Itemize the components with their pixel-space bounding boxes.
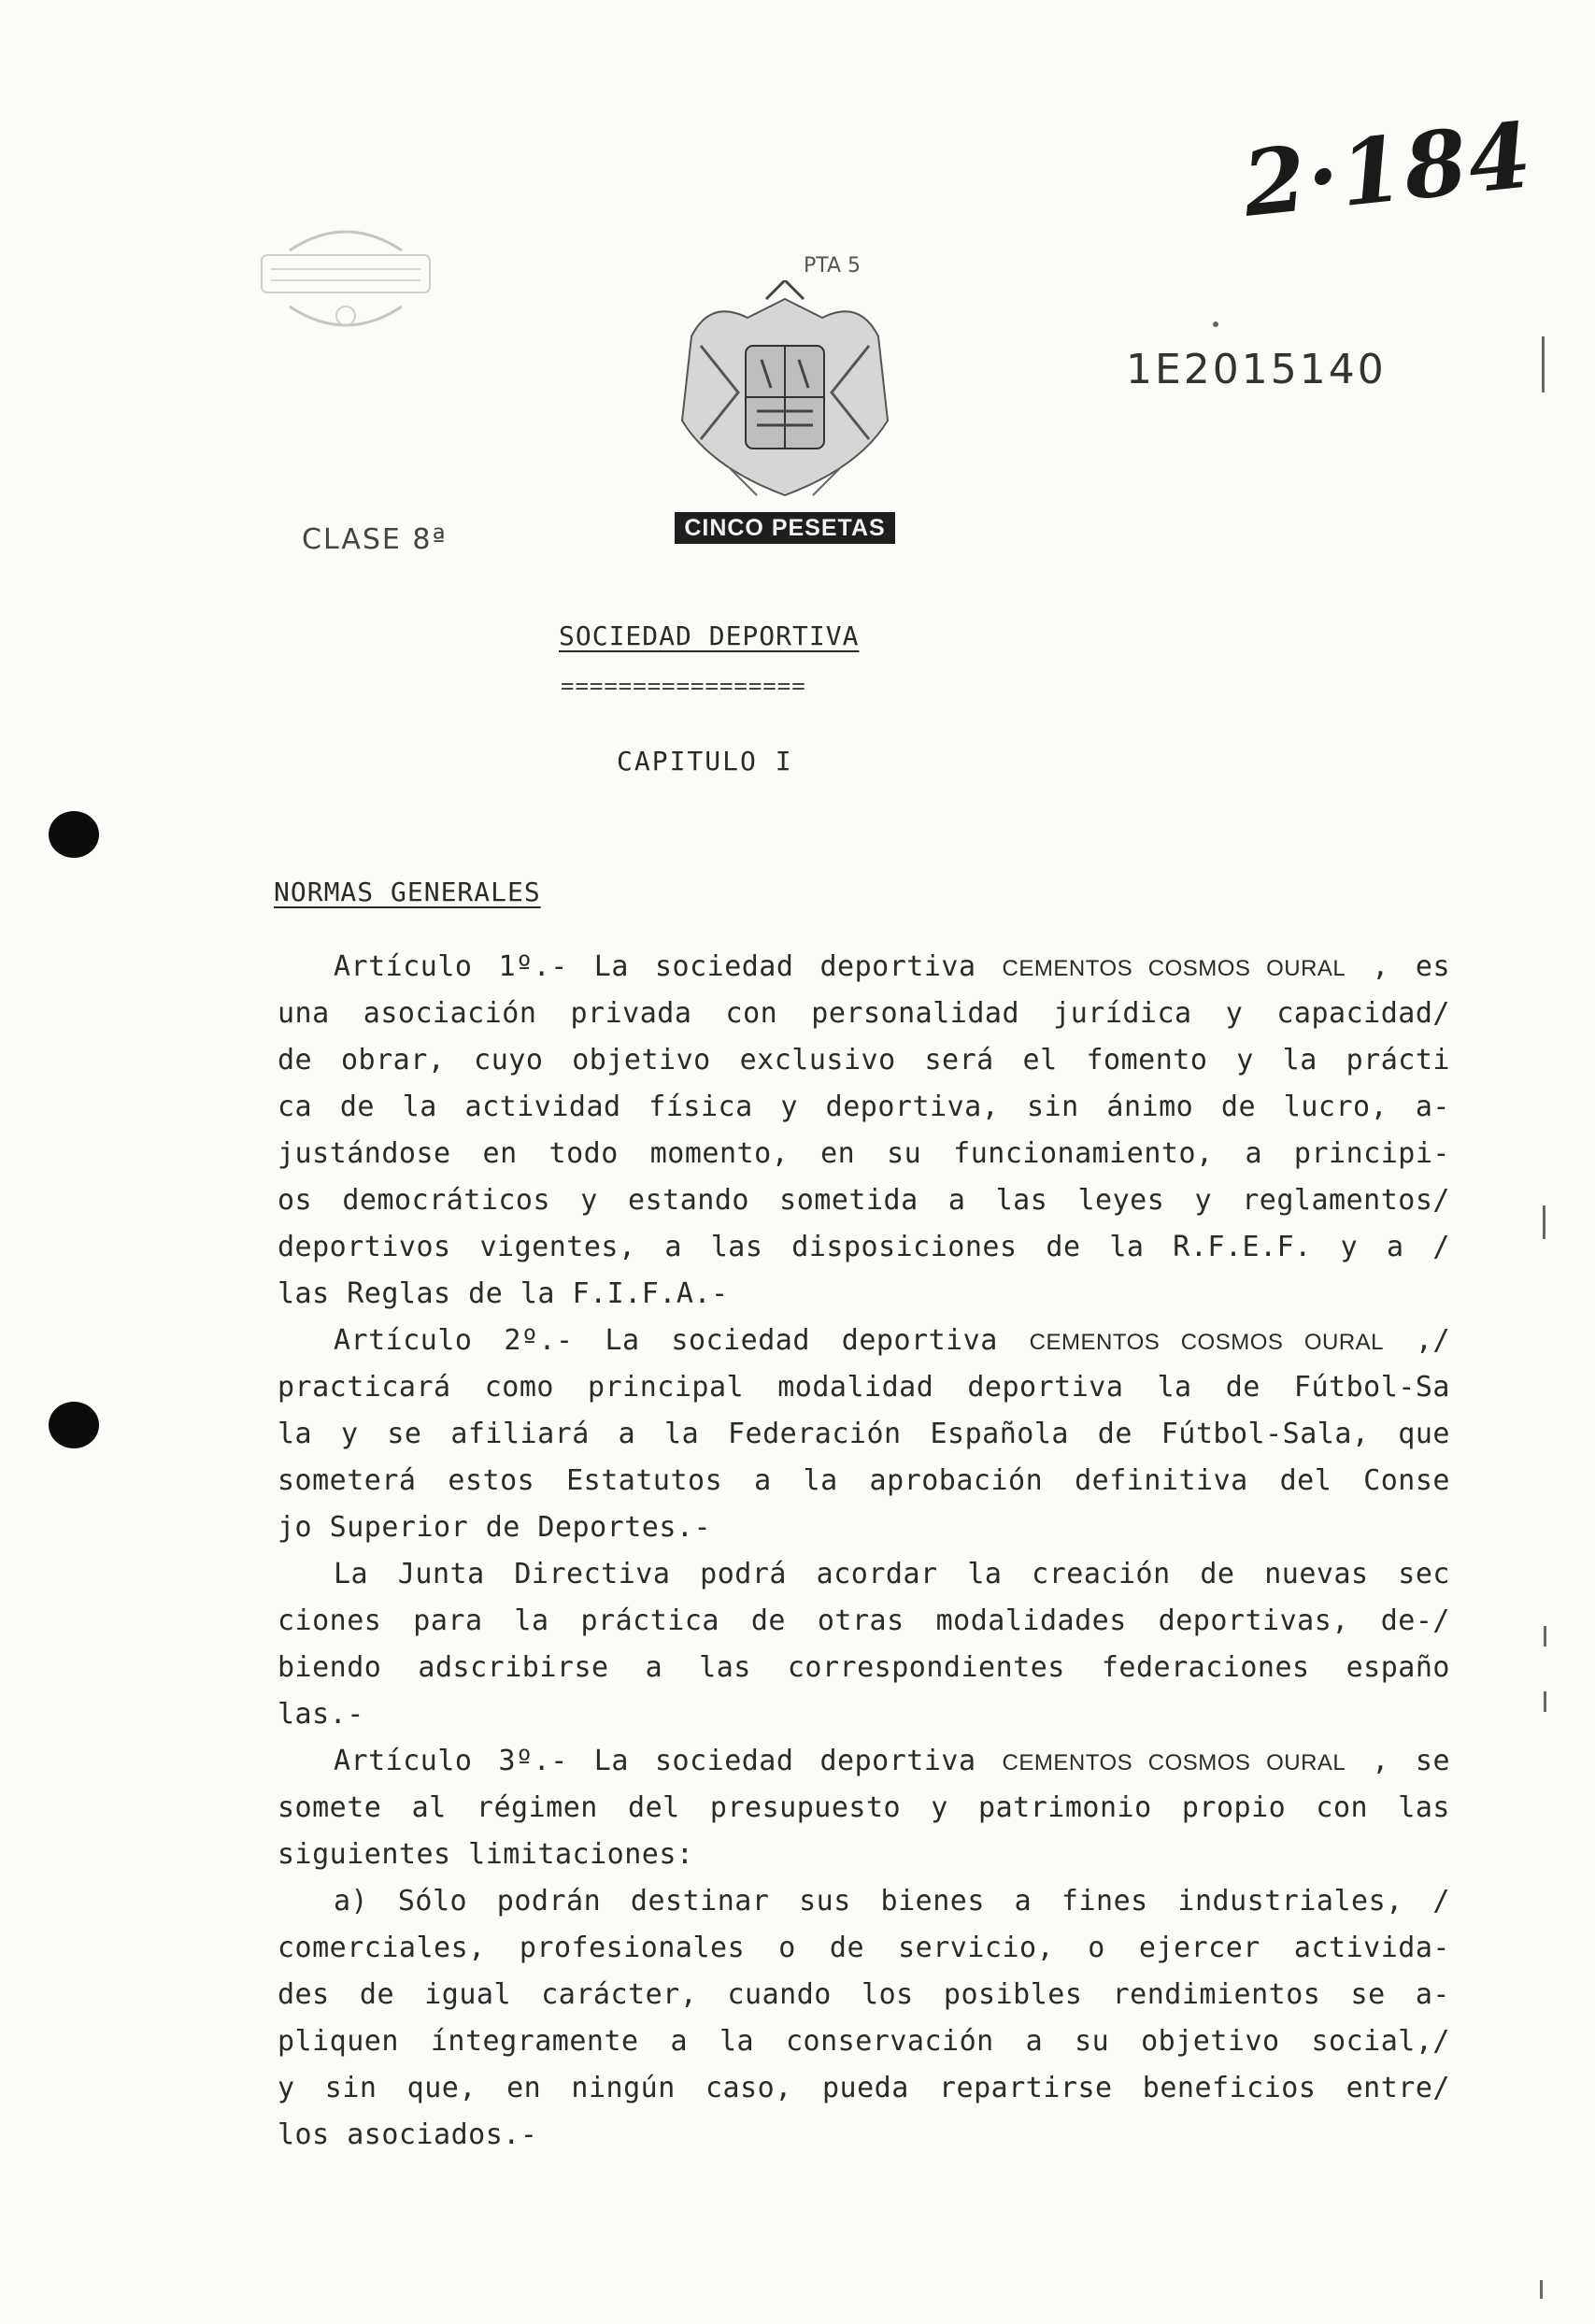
article-2-line: La Junta Directiva podrá acordar la creación de nuevas sec xyxy=(334,1558,1450,1590)
article-1-line: os democráticos y estando sometida a las leyes y reglamentos/ xyxy=(278,1184,1450,1217)
article-3-line: y sin que, en ningún caso, pueda repartirse beneficios entre/ xyxy=(278,2072,1450,2104)
article-3-line: Artículo 3º.- La sociedad deportiva CEMENTOS COSMOS OURAL , se xyxy=(334,1745,1451,1777)
punch-hole-bottom xyxy=(49,1402,99,1448)
margin-mark xyxy=(1543,1205,1545,1239)
fiscal-stamp xyxy=(673,254,897,549)
article-3-line: los asociados.- xyxy=(278,2118,538,2151)
dot-mark xyxy=(1213,321,1218,327)
serial-number: 1E2015140 xyxy=(1126,346,1387,393)
article-2-line: someterá estos Estatutos a la aprobación definitiva del Conse xyxy=(278,1464,1450,1497)
club-name: CEMENTOS COSMOS OURAL xyxy=(1029,1330,1385,1355)
article-1-line: justándose en todo momento, en su funcionamiento, a principi- xyxy=(278,1137,1450,1170)
article-3-line: siguientes limitaciones: xyxy=(278,1838,694,1871)
margin-mark xyxy=(1542,336,1545,392)
margin-mark xyxy=(1544,1691,1546,1712)
article-3-line: des de igual carácter, cuando los posibles rendimientos se a- xyxy=(278,1978,1450,2011)
chapter-heading: CAPITULO I xyxy=(617,746,793,777)
embossed-seal-icon xyxy=(252,213,439,344)
article-1-line: las Reglas de la F.I.F.A.- xyxy=(278,1277,729,1310)
article-2-line: la y se afiliará a la Federación Española de Fútbol-Sala, que xyxy=(278,1418,1450,1450)
article-3-line: a) Sólo podrán destinar sus bienes a fines industriales, / xyxy=(334,1885,1450,1918)
article-3-line: pliquen íntegramente a la conservación a su objetivo social,/ xyxy=(278,2025,1450,2058)
coat-of-arms-icon xyxy=(673,280,897,509)
article-2-line: Artículo 2º.- La sociedad deportiva CEMENTOS COSMOS OURAL ,/ xyxy=(334,1324,1451,1357)
article-2-line: las.- xyxy=(278,1698,364,1731)
article-1-line: deportivos vigentes, a las disposiciones de la R.F.E.F. y a / xyxy=(278,1231,1450,1263)
margin-mark xyxy=(1544,1626,1546,1647)
club-name: CEMENTOS COSMOS OURAL xyxy=(1002,956,1346,981)
article-2-line: biendo adscribirse a las correspondientes federaciones españo xyxy=(278,1651,1450,1684)
article-1-line: ca de la actividad física y deportiva, sin ánimo de lucro, a- xyxy=(278,1091,1450,1123)
article-3-line: somete al régimen del presupuesto y patrimonio propio con las xyxy=(278,1791,1450,1824)
stamp-denomination: PTA 5 xyxy=(804,254,862,278)
article-2-line: practicará como principal modalidad deportiva la de Fútbol-Sa xyxy=(278,1371,1450,1404)
stamp-value-label: CINCO PESETAS xyxy=(675,512,895,544)
handwritten-reference-number: 2·184 xyxy=(1237,102,1538,237)
club-name: CEMENTOS COSMOS OURAL xyxy=(1002,1750,1346,1775)
article-1-line: de obrar, cuyo objetivo exclusivo será el fomento y la prácti xyxy=(278,1044,1450,1076)
section-heading: NORMAS GENERALES xyxy=(274,877,541,907)
article-1-line: una asociación privada con personalidad jurídica y capacidad/ xyxy=(278,997,1450,1030)
article-1-line: Artículo 1º.- La sociedad deportiva CEMENTOS COSMOS OURAL , es xyxy=(334,950,1451,983)
article-3-line: comerciales, profesionales o de servicio, o ejercer activida- xyxy=(278,1932,1450,1964)
document-title: SOCIEDAD DEPORTIVA xyxy=(559,620,860,651)
article-2-line: ciones para la práctica de otras modalidades deportivas, de-/ xyxy=(278,1604,1450,1637)
punch-hole-top xyxy=(49,811,99,858)
title-rule: ================= xyxy=(561,673,806,699)
paper-class: CLASE 8ª xyxy=(302,523,448,556)
article-2-line: jo Superior de Deportes.- xyxy=(278,1511,712,1544)
margin-mark xyxy=(1540,2280,1543,2299)
